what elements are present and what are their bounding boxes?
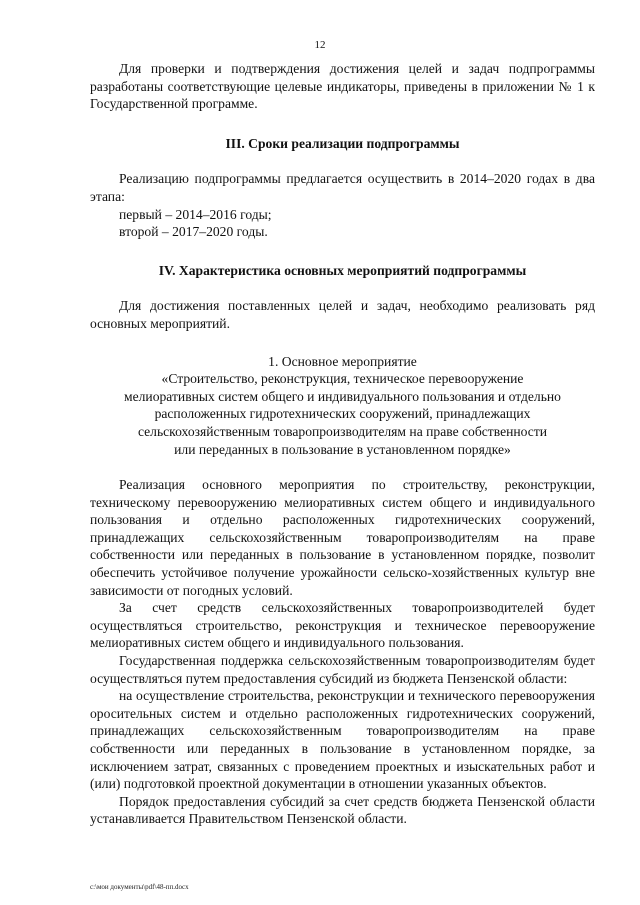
section-heading-terms: III. Сроки реализации подпрограммы	[225, 135, 460, 151]
paragraph-subsidy-procedure: Порядок предоставления субсидий за счет средств бюджета Пензенской области устанавливается Правительством Пензенской области.	[90, 793, 595, 827]
measure-line: сельскохозяйственным товаропроизводителям на праве собственности	[137, 423, 548, 439]
paragraph-subsidy-purpose: на осуществление строительства, реконструкции и технического перевооружения оросительных систем и отдельно расположенных гидротехнических сооружений, принадлежащих сельскохозяйственным товаропроизводителям на праве собственности или переданных в пользование в установленном порядке, за исключением затрат, связанных с проведением проектных и изыскательных работ и (или) подготовкой проектной документации в отношении указанных объектов.	[90, 688, 595, 792]
stage-first: первый – 2014–2016 годы;	[119, 206, 272, 222]
paragraph-goals: Для достижения поставленных целей и задач, необходимо реализовать ряд основных мероприятий.	[90, 298, 595, 331]
file-path-footer: c:\мои документы\pdf\48-пп.docx	[90, 883, 189, 891]
paragraph-implementation: Реализацию подпрограммы предлагается осуществить в 2014–2020 годах в два этапа:	[90, 171, 595, 204]
measure-line: «Строительство, реконструкция, техническое перевооружение	[161, 371, 524, 387]
paragraph-state-support: Государственная поддержка сельскохозяйственным товаропроизводителям будет осуществляться путем предоставления субсидий из бюджета Пензенской области:	[90, 653, 595, 686]
document-body	[90, 60, 595, 828]
measure-line: мелиоративных систем общего и индивидуального пользования и отдельно	[124, 388, 561, 404]
section-heading-measures: IV. Характеристика основных мероприятий подпрограммы	[158, 262, 527, 278]
paragraph-funding-producers: За счет средств сельскохозяйственных товаропроизводителей будет осуществляться строительство, реконструкция и техническое перевооружение мелиоративных систем общего и индивидуального пользования.	[90, 600, 595, 651]
paragraph-indicators: Для проверки и подтверждения достижения целей и задач подпрограммы разработаны соответствующие целевые индикаторы, приведены в приложении № 1 к Государственной программе.	[90, 61, 595, 112]
stage-second: второй – 2017–2020 годы.	[119, 224, 268, 240]
measure-line: или переданных в пользование в установленном порядке»	[174, 441, 511, 457]
measure-number: 1. Основное мероприятие	[268, 353, 417, 369]
measure-line: расположенных гидротехнических сооружений, принадлежащих	[154, 406, 531, 422]
page-number: 12	[314, 39, 326, 51]
paragraph-realization: Реализация основного мероприятия по строительству, реконструкции, техническому перевооружению мелиоративных систем общего и индивидуального пользования и отдельно расположенных гидротехнических сооружений, принадлежащих сельскохозяйственным товаропроизводителям на праве собственности или переданных в пользование в установленном порядке, позволит обеспечить устойчивое получение урожайности сельско-хозяйственных культур вне зависимости от погодных условий.	[90, 477, 595, 598]
measure-title-block	[90, 353, 595, 459]
